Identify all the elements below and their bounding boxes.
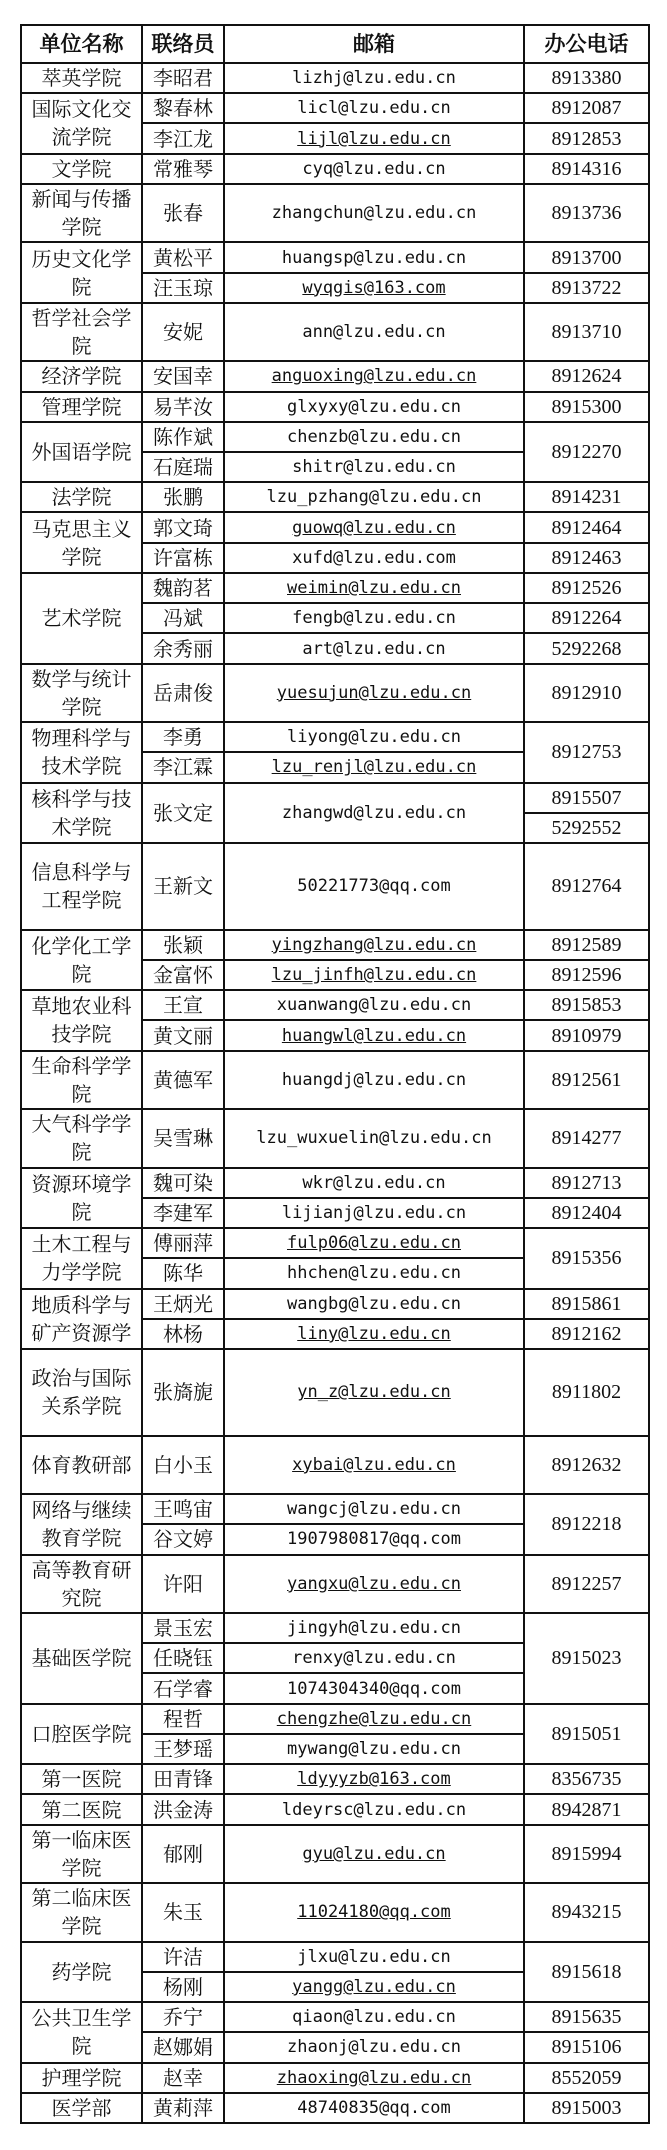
email-cell: lzu_wuxuelin@lzu.edu.cn [224,1109,524,1167]
table-row [21,2093,649,2123]
email-cell: wangcj@lzu.edu.cn [224,1494,524,1524]
contact-person-cell: 张颖 [142,930,224,960]
office-phone-cell: 8912624 [524,361,649,391]
unit-name-cell: 公共卫生学院 [21,2002,142,2062]
contact-person-cell: 黄松平 [142,242,224,272]
office-phone-cell: 8915051 [524,1704,649,1764]
contact-person-cell: 常雅琴 [142,154,224,184]
table-row [21,722,649,752]
office-phone-cell: 8912257 [524,1555,649,1613]
unit-name-cell: 网络与继续教育学院 [21,1494,142,1554]
office-phone-cell: 8914277 [524,1109,649,1167]
office-phone-cell: 8913710 [524,303,649,361]
unit-name-cell: 体育教研部 [21,1436,142,1494]
contact-person-cell: 魏韵茗 [142,573,224,603]
table-row [21,422,649,452]
unit-name-cell: 经济学院 [21,361,142,391]
office-phone-cell: 8912464 [524,512,649,542]
table-row [21,2063,649,2093]
contact-person-cell: 黄莉萍 [142,2093,224,2123]
table-row [21,1109,649,1167]
table-row [21,783,649,813]
office-phone-cell: 8915635 [524,2002,649,2032]
email-cell: licl@lzu.edu.cn [224,93,524,123]
unit-name-cell: 土木工程与力学学院 [21,1228,142,1288]
table-row [21,512,649,542]
contact-person-cell: 谷文婷 [142,1524,224,1554]
office-phone-cell: 8356735 [524,1764,649,1794]
contact-person-cell: 汪玉琼 [142,273,224,303]
contact-person-cell: 傅丽萍 [142,1228,224,1258]
table-row [21,2002,649,2032]
office-phone-cell: 8914316 [524,154,649,184]
table-row [21,1883,649,1941]
table-row [21,1349,649,1436]
office-phone-cell: 8912764 [524,843,649,930]
email-cell[interactable]: gyu@lzu.edu.cn [224,1825,524,1883]
email-cell[interactable]: zhaoxing@lzu.edu.cn [224,2063,524,2093]
header-unit-name: 单位名称 [21,25,142,63]
table-row [21,1436,649,1494]
unit-name-cell: 核科学与技术学院 [21,783,142,843]
email-cell[interactable]: yangxu@lzu.edu.cn [224,1555,524,1613]
email-cell[interactable]: yangg@lzu.edu.cn [224,1972,524,2002]
email-cell[interactable]: guowq@lzu.edu.cn [224,512,524,542]
unit-name-cell: 历史文化学院 [21,242,142,302]
contact-person-cell: 张旖旎 [142,1349,224,1436]
email-cell: liyong@lzu.edu.cn [224,722,524,752]
contact-person-cell: 陈华 [142,1258,224,1288]
office-phone-cell: 8915023 [524,1613,649,1704]
table-row [21,664,649,722]
unit-name-cell: 管理学院 [21,392,142,422]
table-row [21,303,649,361]
table-body [21,63,649,2123]
email-cell[interactable]: xybai@lzu.edu.cn [224,1436,524,1494]
office-phone-cell: 8915994 [524,1825,649,1883]
contact-person-cell: 张文定 [142,783,224,843]
email-cell: mywang@lzu.edu.cn [224,1734,524,1764]
contact-person-cell: 杨刚 [142,1972,224,2002]
table-header [21,25,649,63]
unit-name-cell: 政治与国际关系学院 [21,1349,142,1436]
unit-name-cell: 第二临床医学院 [21,1883,142,1941]
unit-name-cell: 高等教育研究院 [21,1555,142,1613]
email-cell: zhangwd@lzu.edu.cn [224,783,524,843]
contact-table [20,24,650,2124]
office-phone-cell: 8912589 [524,930,649,960]
email-cell: cyq@lzu.edu.cn [224,154,524,184]
email-cell: jlxu@lzu.edu.cn [224,1942,524,1972]
email-cell[interactable]: yn_z@lzu.edu.cn [224,1349,524,1436]
email-cell[interactable]: wyqgis@163.com [224,273,524,303]
contact-person-cell: 石学睿 [142,1673,224,1703]
unit-name-cell: 新闻与传播学院 [21,184,142,242]
email-cell[interactable]: lzu_jinfh@lzu.edu.cn [224,960,524,990]
unit-name-cell: 口腔医学院 [21,1704,142,1764]
office-phone-cell: 8915507 [524,783,649,813]
unit-name-cell: 艺术学院 [21,573,142,664]
unit-name-cell: 第一医院 [21,1764,142,1794]
unit-name-cell: 第一临床医学院 [21,1825,142,1883]
contact-person-cell: 岳肃俊 [142,664,224,722]
table-row [21,1942,649,1972]
contact-person-cell: 魏可染 [142,1168,224,1198]
contact-person-cell: 王炳光 [142,1289,224,1319]
table-row [21,1825,649,1883]
email-cell: art@lzu.edu.cn [224,633,524,663]
unit-name-cell: 基础医学院 [21,1613,142,1704]
header-row [21,25,649,63]
contact-person-cell: 程哲 [142,1704,224,1734]
office-phone-cell: 8913380 [524,63,649,93]
email-cell: ann@lzu.edu.cn [224,303,524,361]
email-cell: 1074304340@qq.com [224,1673,524,1703]
table-row [21,1555,649,1613]
email-cell: xufd@lzu.edu.com [224,543,524,573]
email-cell: 50221773@qq.com [224,843,524,930]
office-phone-cell: 8915356 [524,1228,649,1288]
unit-name-cell: 资源环境学院 [21,1168,142,1228]
email-cell: 1907980817@qq.com [224,1524,524,1554]
office-phone-cell: 8912264 [524,603,649,633]
unit-name-cell: 数学与统计学院 [21,664,142,722]
office-phone-cell: 8912910 [524,664,649,722]
unit-name-cell: 化学化工学院 [21,930,142,990]
unit-name-cell: 地质科学与矿产资源学 [21,1289,142,1349]
office-phone-cell: 8912596 [524,960,649,990]
contact-person-cell: 王宣 [142,990,224,1020]
office-phone-cell: 8912270 [524,422,649,482]
contact-person-cell: 洪金涛 [142,1794,224,1824]
email-cell[interactable]: fulp06@lzu.edu.cn [224,1228,524,1258]
header-contact-person: 联络员 [142,25,224,63]
email-cell: 48740835@qq.com [224,2093,524,2123]
office-phone-cell: 5292268 [524,633,649,663]
unit-name-cell: 文学院 [21,154,142,184]
table-row [21,154,649,184]
contact-person-cell: 黄德军 [142,1051,224,1109]
office-phone-cell: 8910979 [524,1020,649,1050]
table-row [21,1228,649,1258]
office-phone-cell: 8911802 [524,1349,649,1436]
office-phone-cell: 8912087 [524,93,649,123]
email-cell: wangbg@lzu.edu.cn [224,1289,524,1319]
unit-name-cell: 信息科学与工程学院 [21,843,142,930]
unit-name-cell: 草地农业科技学院 [21,990,142,1050]
table-row [21,1289,649,1319]
unit-name-cell: 医学部 [21,2093,142,2123]
table-row [21,1764,649,1794]
office-phone-cell: 8912853 [524,123,649,153]
contact-person-cell: 朱玉 [142,1883,224,1941]
email-cell: wkr@lzu.edu.cn [224,1168,524,1198]
contact-person-cell: 冯斌 [142,603,224,633]
email-cell[interactable]: 11024180@qq.com [224,1883,524,1941]
email-cell: lijianj@lzu.edu.cn [224,1198,524,1228]
office-phone-cell: 8942871 [524,1794,649,1824]
office-phone-cell: 8915300 [524,392,649,422]
table-row [21,1704,649,1734]
unit-name-cell: 第二医院 [21,1794,142,1824]
office-phone-cell: 8912404 [524,1198,649,1228]
table-row [21,242,649,272]
office-phone-cell: 8915861 [524,1289,649,1319]
office-phone-cell: 8912561 [524,1051,649,1109]
contact-person-cell: 黎春林 [142,93,224,123]
contact-person-cell: 李江霖 [142,752,224,782]
email-cell[interactable]: yingzhang@lzu.edu.cn [224,930,524,960]
contact-person-cell: 许洁 [142,1942,224,1972]
unit-name-cell: 药学院 [21,1942,142,2002]
email-cell: glxyxy@lzu.edu.cn [224,392,524,422]
table-row [21,1613,649,1643]
table-row [21,990,649,1020]
email-cell[interactable]: lzu_renjl@lzu.edu.cn [224,752,524,782]
contact-person-cell: 王新文 [142,843,224,930]
unit-name-cell: 哲学社会学院 [21,303,142,361]
unit-name-cell: 护理学院 [21,2063,142,2093]
email-cell: jingyh@lzu.edu.cn [224,1613,524,1643]
office-phone-cell: 8943215 [524,1883,649,1941]
contact-person-cell: 石庭瑞 [142,452,224,482]
contact-person-cell: 许富栋 [142,543,224,573]
unit-name-cell: 生命科学学院 [21,1051,142,1109]
office-phone-cell: 8912463 [524,543,649,573]
contact-person-cell: 李昭君 [142,63,224,93]
office-phone-cell: 8914231 [524,482,649,512]
header-email: 邮箱 [224,25,524,63]
table-row [21,1168,649,1198]
contact-person-cell: 安妮 [142,303,224,361]
office-phone-cell: 8912162 [524,1319,649,1349]
office-phone-cell: 8912753 [524,722,649,782]
office-phone-cell: 8912713 [524,1168,649,1198]
unit-name-cell: 大气科学学院 [21,1109,142,1167]
contact-person-cell: 张春 [142,184,224,242]
table-row [21,93,649,123]
contact-person-cell: 赵娜娟 [142,2032,224,2062]
contact-person-cell: 郭文琦 [142,512,224,542]
contact-person-cell: 田青锋 [142,1764,224,1794]
email-cell[interactable]: yuesujun@lzu.edu.cn [224,664,524,722]
office-phone-cell: 8912632 [524,1436,649,1494]
contact-person-cell: 陈作斌 [142,422,224,452]
contact-person-cell: 吴雪琳 [142,1109,224,1167]
unit-name-cell: 法学院 [21,482,142,512]
unit-name-cell: 物理科学与技术学院 [21,722,142,782]
unit-name-cell: 马克思主义学院 [21,512,142,572]
contact-person-cell: 任晓钰 [142,1643,224,1673]
header-office-phone: 办公电话 [524,25,649,63]
email-cell: huangdj@lzu.edu.cn [224,1051,524,1109]
office-phone-cell: 8915106 [524,2032,649,2062]
contact-person-cell: 林杨 [142,1319,224,1349]
email-cell[interactable]: ldyyyzb@163.com [224,1764,524,1794]
contact-person-cell: 许阳 [142,1555,224,1613]
office-phone-cell: 8915853 [524,990,649,1020]
unit-name-cell: 外国语学院 [21,422,142,482]
email-cell: huangsp@lzu.edu.cn [224,242,524,272]
contact-person-cell: 王梦瑶 [142,1734,224,1764]
email-cell[interactable]: chengzhe@lzu.edu.cn [224,1704,524,1734]
contact-person-cell: 安国幸 [142,361,224,391]
table-row [21,1051,649,1109]
office-phone-cell: 8913736 [524,184,649,242]
email-cell[interactable]: anguoxing@lzu.edu.cn [224,361,524,391]
table-row [21,573,649,603]
table-row [21,392,649,422]
office-phone-cell: 8913722 [524,273,649,303]
contact-person-cell: 郁刚 [142,1825,224,1883]
table-row [21,843,649,930]
contact-person-cell: 张鹏 [142,482,224,512]
email-cell: zhaonj@lzu.edu.cn [224,2032,524,2062]
table-row [21,1494,649,1524]
unit-name-cell: 萃英学院 [21,63,142,93]
email-cell: chenzb@lzu.edu.cn [224,422,524,452]
email-cell: zhangchun@lzu.edu.cn [224,184,524,242]
email-cell[interactable]: huangwl@lzu.edu.cn [224,1020,524,1050]
table-row [21,1794,649,1824]
contact-person-cell: 白小玉 [142,1436,224,1494]
email-cell: fengb@lzu.edu.cn [224,603,524,633]
table-row [21,482,649,512]
contact-person-cell: 王鸣宙 [142,1494,224,1524]
email-cell: lizhj@lzu.edu.cn [224,63,524,93]
contact-person-cell: 金富怀 [142,960,224,990]
contact-person-cell: 余秀丽 [142,633,224,663]
office-phone-cell: 5292552 [524,813,649,843]
email-cell[interactable]: weimin@lzu.edu.cn [224,573,524,603]
email-cell[interactable]: liny@lzu.edu.cn [224,1319,524,1349]
email-cell: shitr@lzu.edu.cn [224,452,524,482]
table-row [21,184,649,242]
contact-person-cell: 李建军 [142,1198,224,1228]
email-cell: lzu_pzhang@lzu.edu.cn [224,482,524,512]
table-row [21,361,649,391]
unit-name-cell: 国际文化交流学院 [21,93,142,153]
office-phone-cell: 8912218 [524,1494,649,1554]
email-cell: hhchen@lzu.edu.cn [224,1258,524,1288]
table-row [21,930,649,960]
contact-person-cell: 乔宁 [142,2002,224,2032]
contact-person-cell: 景玉宏 [142,1613,224,1643]
contact-person-cell: 黄文丽 [142,1020,224,1050]
office-phone-cell: 8915003 [524,2093,649,2123]
office-phone-cell: 8913700 [524,242,649,272]
contact-person-cell: 易芊汝 [142,392,224,422]
office-phone-cell: 8912526 [524,573,649,603]
contact-person-cell: 李江龙 [142,123,224,153]
email-cell: ldeyrsc@lzu.edu.cn [224,1794,524,1824]
email-cell: renxy@lzu.edu.cn [224,1643,524,1673]
email-cell: qiaon@lzu.edu.cn [224,2002,524,2032]
email-cell: xuanwang@lzu.edu.cn [224,990,524,1020]
office-phone-cell: 8552059 [524,2063,649,2093]
contact-person-cell: 李勇 [142,722,224,752]
office-phone-cell: 8915618 [524,1942,649,2002]
table-row [21,63,649,93]
email-cell[interactable]: lijl@lzu.edu.cn [224,123,524,153]
contact-person-cell: 赵幸 [142,2063,224,2093]
